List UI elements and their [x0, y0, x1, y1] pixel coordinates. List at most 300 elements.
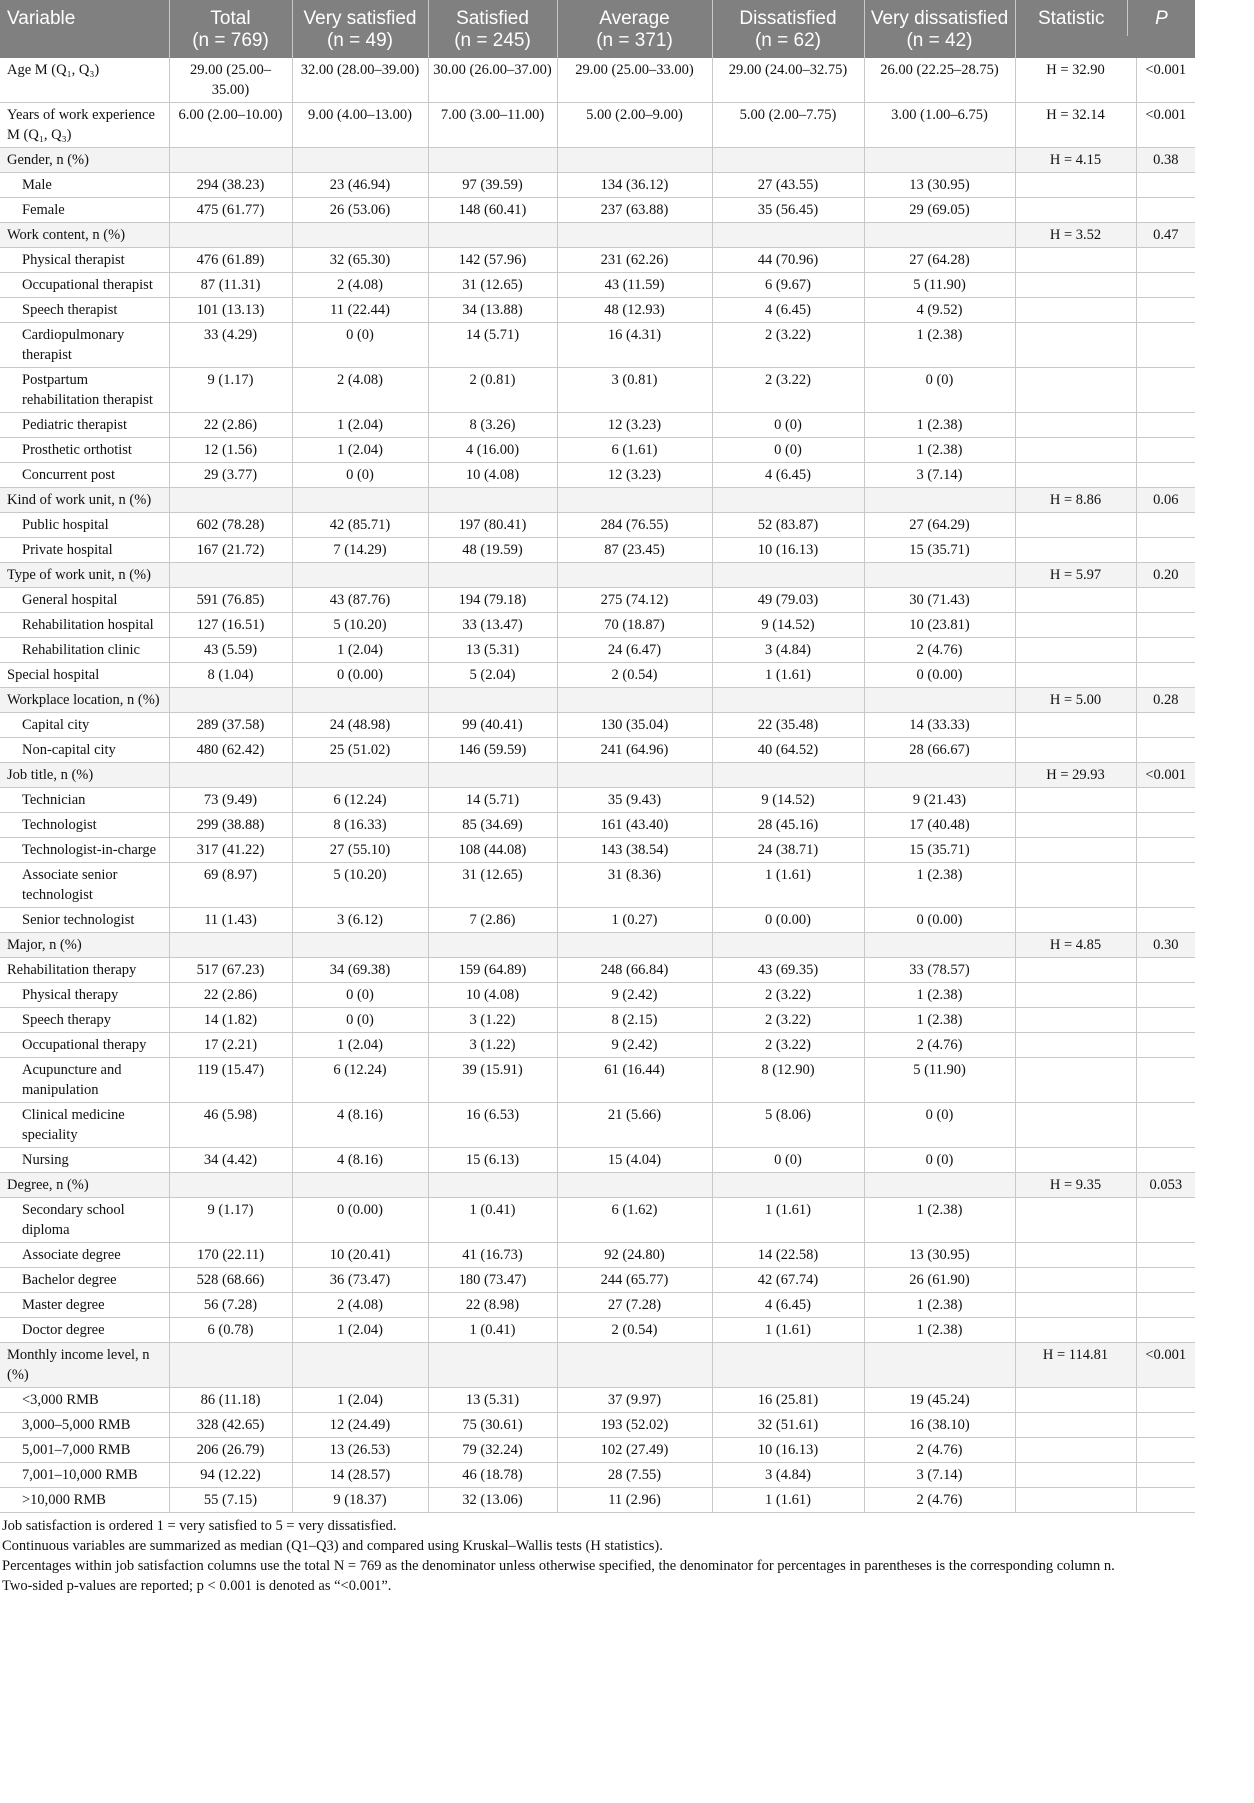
cell-value [557, 223, 712, 248]
cell-p-value [1136, 663, 1195, 688]
table-row [0, 248, 1254, 273]
cell-value: 6 (9.67) [712, 273, 864, 298]
cell-statistic: H = 114.81 [1015, 1343, 1136, 1388]
row-label: Doctor degree [0, 1318, 169, 1343]
cell-value: 1 (2.04) [292, 438, 428, 463]
cell-value [557, 563, 712, 588]
cell-value: 29.00 (24.00–32.75) [712, 58, 864, 103]
cell-value: 8 (16.33) [292, 813, 428, 838]
cell-statistic [1015, 1488, 1136, 1513]
cell-value: 27 (64.29) [864, 513, 1015, 538]
cell-value: 46 (5.98) [169, 1103, 292, 1148]
cell-value: 7 (14.29) [292, 538, 428, 563]
cell-value: 1 (2.38) [864, 323, 1015, 368]
cell-value: 15 (35.71) [864, 838, 1015, 863]
cell-statistic [1015, 1243, 1136, 1268]
cell-value: 14 (5.71) [428, 788, 557, 813]
cell-value: 2 (3.22) [712, 323, 864, 368]
cell-value: 75 (30.61) [428, 1413, 557, 1438]
cell-value: 1 (2.38) [864, 413, 1015, 438]
cell-value: 167 (21.72) [169, 538, 292, 563]
cell-value: 27 (64.28) [864, 248, 1015, 273]
cell-value: 161 (43.40) [557, 813, 712, 838]
cell-value [864, 688, 1015, 713]
cell-value: 1 (2.04) [292, 1388, 428, 1413]
cell-value: 55 (7.15) [169, 1488, 292, 1513]
cell-statistic: H = 5.00 [1015, 688, 1136, 713]
cell-value: 101 (13.13) [169, 298, 292, 323]
cell-value: 17 (40.48) [864, 813, 1015, 838]
cell-value [557, 688, 712, 713]
cell-value: 24 (38.71) [712, 838, 864, 863]
cell-value: 69 (8.97) [169, 863, 292, 908]
cell-value [292, 1343, 428, 1388]
cell-value: 34 (69.38) [292, 958, 428, 983]
cell-value [557, 1343, 712, 1388]
cell-value: 15 (35.71) [864, 538, 1015, 563]
row-label: Pediatric therapist [0, 413, 169, 438]
cell-p-value [1136, 588, 1195, 613]
row-label: Male [0, 173, 169, 198]
cell-statistic [1015, 738, 1136, 763]
row-label: Rehabilitation hospital [0, 613, 169, 638]
cell-value: 24 (48.98) [292, 713, 428, 738]
cell-value: 6 (12.24) [292, 788, 428, 813]
row-label: Special hospital [0, 663, 169, 688]
row-label: Monthly income level, n (%) [0, 1343, 169, 1388]
cell-value: 16 (25.81) [712, 1388, 864, 1413]
cell-value: 602 (78.28) [169, 513, 292, 538]
cell-value: 294 (38.23) [169, 173, 292, 198]
cell-value [712, 1173, 864, 1198]
cell-value: 1 (1.61) [712, 1318, 864, 1343]
cell-value: 33 (78.57) [864, 958, 1015, 983]
table-row [0, 933, 1254, 958]
cell-value: 92 (24.80) [557, 1243, 712, 1268]
cell-value: 97 (39.59) [428, 173, 557, 198]
cell-value [557, 488, 712, 513]
cell-value [712, 933, 864, 958]
cell-value: 1 (2.38) [864, 863, 1015, 908]
table-row [0, 983, 1254, 1008]
cell-statistic [1015, 1413, 1136, 1438]
cell-value: 10 (16.13) [712, 538, 864, 563]
cell-value: 22 (2.86) [169, 413, 292, 438]
cell-value [292, 933, 428, 958]
row-label: 3,000–5,000 RMB [0, 1413, 169, 1438]
cell-statistic [1015, 1268, 1136, 1293]
cell-value: 9 (2.42) [557, 1033, 712, 1058]
cell-value: 24 (6.47) [557, 638, 712, 663]
cell-p-value [1136, 368, 1195, 413]
cell-value [864, 223, 1015, 248]
cell-value: 9.00 (4.00–13.00) [292, 103, 428, 148]
cell-value: 39 (15.91) [428, 1058, 557, 1103]
table-row [0, 1318, 1254, 1343]
cell-value: 127 (16.51) [169, 613, 292, 638]
cell-value: 26 (61.90) [864, 1268, 1015, 1293]
cell-value: 61 (16.44) [557, 1058, 712, 1103]
cell-value: 31 (8.36) [557, 863, 712, 908]
cell-value: 2 (4.76) [864, 1033, 1015, 1058]
table-notes [0, 1513, 1116, 1596]
cell-value: 10 (23.81) [864, 613, 1015, 638]
row-label: Master degree [0, 1293, 169, 1318]
cell-value: 16 (6.53) [428, 1103, 557, 1148]
table-row [0, 688, 1254, 713]
cell-value: 49 (79.03) [712, 588, 864, 613]
cell-value [428, 763, 557, 788]
cell-value: 9 (21.43) [864, 788, 1015, 813]
cell-value [864, 1173, 1015, 1198]
cell-p-value [1136, 1198, 1195, 1243]
cell-value: 2 (4.08) [292, 273, 428, 298]
cell-statistic [1015, 958, 1136, 983]
cell-value: 1 (0.41) [428, 1318, 557, 1343]
table-row [0, 788, 1254, 813]
cell-p-value [1136, 538, 1195, 563]
cell-value: 248 (66.84) [557, 958, 712, 983]
row-label: Major, n (%) [0, 933, 169, 958]
table-row [0, 588, 1254, 613]
cell-value: 1 (2.38) [864, 1198, 1015, 1243]
cell-value: 528 (68.66) [169, 1268, 292, 1293]
cell-value: 0 (0) [292, 983, 428, 1008]
cell-value: 244 (65.77) [557, 1268, 712, 1293]
cell-value: 87 (23.45) [557, 538, 712, 563]
cell-value [292, 488, 428, 513]
cell-value [557, 1173, 712, 1198]
cell-value: 27 (7.28) [557, 1293, 712, 1318]
cell-statistic [1015, 368, 1136, 413]
row-label: Technologist-in-charge [0, 838, 169, 863]
row-label: Occupational therapist [0, 273, 169, 298]
cell-value: 0 (0.00) [712, 908, 864, 933]
row-label: Nursing [0, 1148, 169, 1173]
cell-p-value [1136, 983, 1195, 1008]
row-label: Associate degree [0, 1243, 169, 1268]
cell-statistic [1015, 1293, 1136, 1318]
cell-p-value [1136, 248, 1195, 273]
cell-p-value [1136, 1058, 1195, 1103]
row-label: Associate senior technologist [0, 863, 169, 908]
table-row [0, 1198, 1254, 1243]
cell-value: 13 (30.95) [864, 173, 1015, 198]
cell-statistic [1015, 248, 1136, 273]
cell-value: 475 (61.77) [169, 198, 292, 223]
table-row [0, 463, 1254, 488]
row-label: Secondary school diploma [0, 1198, 169, 1243]
table-row [0, 1343, 1254, 1388]
row-label: Speech therapy [0, 1008, 169, 1033]
cell-statistic [1015, 983, 1136, 1008]
row-label: Public hospital [0, 513, 169, 538]
table-row [0, 368, 1254, 413]
cell-statistic [1015, 663, 1136, 688]
cell-p-value: 0.28 [1136, 688, 1195, 713]
row-label: Physical therapist [0, 248, 169, 273]
cell-value: 73 (9.49) [169, 788, 292, 813]
cell-p-value [1136, 788, 1195, 813]
row-label: Senior technologist [0, 908, 169, 933]
cell-value: 2 (3.22) [712, 368, 864, 413]
cell-value: 142 (57.96) [428, 248, 557, 273]
cell-p-value: <0.001 [1136, 103, 1195, 148]
cell-value: 43 (5.59) [169, 638, 292, 663]
cell-value [428, 933, 557, 958]
cell-value: 2 (3.22) [712, 983, 864, 1008]
cell-p-value [1136, 1243, 1195, 1268]
cell-value: 16 (38.10) [864, 1413, 1015, 1438]
cell-value: 7.00 (3.00–11.00) [428, 103, 557, 148]
cell-value: 6 (1.61) [557, 438, 712, 463]
cell-value: 43 (69.35) [712, 958, 864, 983]
cell-value: 237 (63.88) [557, 198, 712, 223]
cell-value: 35 (9.43) [557, 788, 712, 813]
cell-p-value [1136, 463, 1195, 488]
cell-value: 0 (0) [292, 463, 428, 488]
table-row [0, 1173, 1254, 1198]
cell-p-value [1136, 298, 1195, 323]
table-row [0, 173, 1254, 198]
cell-value: 0 (0.00) [292, 663, 428, 688]
table-row [0, 1058, 1254, 1103]
cell-statistic [1015, 273, 1136, 298]
row-label: Age M (Q₁, Q₃) [0, 58, 169, 103]
cell-value [864, 933, 1015, 958]
cell-statistic [1015, 863, 1136, 908]
header-average: Average (n = 371) [557, 0, 712, 58]
cell-value: 13 (30.95) [864, 1243, 1015, 1268]
cell-p-value [1136, 838, 1195, 863]
cell-value: 28 (7.55) [557, 1463, 712, 1488]
cell-value: 143 (38.54) [557, 838, 712, 863]
cell-value: 4 (9.52) [864, 298, 1015, 323]
cell-value: 27 (55.10) [292, 838, 428, 863]
cell-value: 10 (16.13) [712, 1438, 864, 1463]
cell-value: 0 (0.00) [864, 908, 1015, 933]
cell-value: 32 (65.30) [292, 248, 428, 273]
table-row [0, 513, 1254, 538]
cell-statistic [1015, 1198, 1136, 1243]
cell-value: 5 (11.90) [864, 273, 1015, 298]
cell-p-value [1136, 863, 1195, 908]
cell-statistic [1015, 1463, 1136, 1488]
cell-value: 26 (53.06) [292, 198, 428, 223]
cell-value: 15 (4.04) [557, 1148, 712, 1173]
row-label: Rehabilitation clinic [0, 638, 169, 663]
cell-value [292, 1173, 428, 1198]
cell-value: 119 (15.47) [169, 1058, 292, 1103]
cell-value: 148 (60.41) [428, 198, 557, 223]
cell-statistic [1015, 538, 1136, 563]
header-satisfied: Satisfied (n = 245) [428, 0, 557, 58]
cell-statistic [1015, 298, 1136, 323]
cell-value [712, 563, 864, 588]
cell-statistic [1015, 198, 1136, 223]
cell-value: 79 (32.24) [428, 1438, 557, 1463]
cell-statistic [1015, 1148, 1136, 1173]
cell-value: 52 (83.87) [712, 513, 864, 538]
footnote: Two-sided p-values are reported; p < 0.001 is denoted as “<0.001”. [2, 1578, 392, 1594]
cell-value: 85 (34.69) [428, 813, 557, 838]
cell-value: 46 (18.78) [428, 1463, 557, 1488]
cell-value: 13 (5.31) [428, 1388, 557, 1413]
table-row [0, 488, 1254, 513]
cell-value: 4 (8.16) [292, 1148, 428, 1173]
cell-statistic [1015, 713, 1136, 738]
cell-value [712, 148, 864, 173]
row-label: Prosthetic orthotist [0, 438, 169, 463]
cell-value: 3 (4.84) [712, 638, 864, 663]
cell-value [557, 933, 712, 958]
cell-value: 328 (42.65) [169, 1413, 292, 1438]
cell-p-value [1136, 438, 1195, 463]
cell-statistic [1015, 838, 1136, 863]
cell-value: 5 (10.20) [292, 613, 428, 638]
cell-value: 2 (3.22) [712, 1008, 864, 1033]
cell-value: 31 (12.65) [428, 273, 557, 298]
row-label: <3,000 RMB [0, 1388, 169, 1413]
cell-value: 33 (13.47) [428, 613, 557, 638]
cell-p-value [1136, 1438, 1195, 1463]
cell-value: 1 (2.38) [864, 438, 1015, 463]
cell-value: 5.00 (2.00–9.00) [557, 103, 712, 148]
row-label: Workplace location, n (%) [0, 688, 169, 713]
table-row [0, 1268, 1254, 1293]
cell-value: 0 (0) [292, 323, 428, 368]
cell-value: 5.00 (2.00–7.75) [712, 103, 864, 148]
cell-p-value [1136, 908, 1195, 933]
cell-value [712, 763, 864, 788]
cell-p-value: <0.001 [1136, 1343, 1195, 1388]
cell-statistic: H = 4.85 [1015, 933, 1136, 958]
cell-value: 6 (12.24) [292, 1058, 428, 1103]
cell-value [292, 563, 428, 588]
cell-value: 22 (8.98) [428, 1293, 557, 1318]
cell-value: 2 (4.08) [292, 1293, 428, 1318]
cell-value: 87 (11.31) [169, 273, 292, 298]
cell-value: 22 (2.86) [169, 983, 292, 1008]
cell-value: 70 (18.87) [557, 613, 712, 638]
cell-value [169, 488, 292, 513]
cell-p-value: 0.38 [1136, 148, 1195, 173]
table-row [0, 1438, 1254, 1463]
header-dissatisfied: Dissatisfied (n = 62) [712, 0, 864, 58]
cell-value [428, 563, 557, 588]
cell-value: 2 (0.81) [428, 368, 557, 413]
cell-p-value: 0.20 [1136, 563, 1195, 588]
cell-value: 11 (2.96) [557, 1488, 712, 1513]
cell-value: 34 (4.42) [169, 1148, 292, 1173]
cell-statistic: H = 32.14 [1015, 103, 1136, 148]
cell-p-value [1136, 323, 1195, 368]
cell-statistic [1015, 513, 1136, 538]
table-row [0, 1413, 1254, 1438]
row-label: Postpartum rehabilitation therapist [0, 368, 169, 413]
cell-value: 284 (76.55) [557, 513, 712, 538]
cell-value: 1 (2.04) [292, 413, 428, 438]
cell-value: 30.00 (26.00–37.00) [428, 58, 557, 103]
cell-statistic: H = 9.35 [1015, 1173, 1136, 1198]
row-label: 7,001–10,000 RMB [0, 1463, 169, 1488]
cell-value: 12 (3.23) [557, 413, 712, 438]
table-body [0, 58, 1254, 1513]
table-row [0, 1243, 1254, 1268]
cell-value: 102 (27.49) [557, 1438, 712, 1463]
cell-value: 14 (28.57) [292, 1463, 428, 1488]
cell-p-value [1136, 1268, 1195, 1293]
cell-statistic [1015, 588, 1136, 613]
cell-p-value [1136, 1488, 1195, 1513]
cell-value: 17 (2.21) [169, 1033, 292, 1058]
cell-value: 12 (24.49) [292, 1413, 428, 1438]
cell-value [169, 563, 292, 588]
cell-value: 28 (45.16) [712, 813, 864, 838]
table-row [0, 323, 1254, 368]
table-row [0, 958, 1254, 983]
cell-value: 289 (37.58) [169, 713, 292, 738]
table-row [0, 1488, 1254, 1513]
cell-p-value [1136, 513, 1195, 538]
cell-value: 12 (1.56) [169, 438, 292, 463]
cell-value [712, 688, 864, 713]
cell-statistic [1015, 613, 1136, 638]
cell-value: 197 (80.41) [428, 513, 557, 538]
cell-value: 15 (6.13) [428, 1148, 557, 1173]
cell-value: 14 (1.82) [169, 1008, 292, 1033]
cell-value: 0 (0) [712, 1148, 864, 1173]
cell-value: 2 (3.22) [712, 1033, 864, 1058]
cell-value [864, 148, 1015, 173]
cell-p-value [1136, 713, 1195, 738]
cell-value: 43 (87.76) [292, 588, 428, 613]
cell-value: 1 (1.61) [712, 1198, 864, 1243]
row-label: >10,000 RMB [0, 1488, 169, 1513]
header-very-dissatisfied: Very dissatisfied (n = 42) [864, 0, 1015, 58]
cell-value: 1 (1.61) [712, 1488, 864, 1513]
cell-statistic [1015, 413, 1136, 438]
cell-value: 21 (5.66) [557, 1103, 712, 1148]
cell-value: 108 (44.08) [428, 838, 557, 863]
cell-value: 1 (2.38) [864, 1293, 1015, 1318]
cell-value [169, 933, 292, 958]
cell-value: 6 (1.62) [557, 1198, 712, 1243]
cell-value: 0 (0.00) [864, 663, 1015, 688]
cell-value: 8 (12.90) [712, 1058, 864, 1103]
cell-value: 42 (67.74) [712, 1268, 864, 1293]
cell-value: 7 (2.86) [428, 908, 557, 933]
row-label: General hospital [0, 588, 169, 613]
cell-value: 9 (14.52) [712, 613, 864, 638]
cell-value [864, 763, 1015, 788]
cell-value: 317 (41.22) [169, 838, 292, 863]
cell-value: 3.00 (1.00–6.75) [864, 103, 1015, 148]
cell-value [428, 688, 557, 713]
cell-value: 591 (76.85) [169, 588, 292, 613]
cell-value: 299 (38.88) [169, 813, 292, 838]
cell-value: 1 (0.41) [428, 1198, 557, 1243]
cell-value: 14 (22.58) [712, 1243, 864, 1268]
cell-p-value [1136, 273, 1195, 298]
cell-value [557, 763, 712, 788]
cell-value [712, 223, 864, 248]
header-variable: Variable [0, 0, 169, 58]
cell-value: 23 (46.94) [292, 173, 428, 198]
header-p: P [1155, 8, 1168, 29]
cell-value [557, 148, 712, 173]
cell-value: 34 (13.88) [428, 298, 557, 323]
